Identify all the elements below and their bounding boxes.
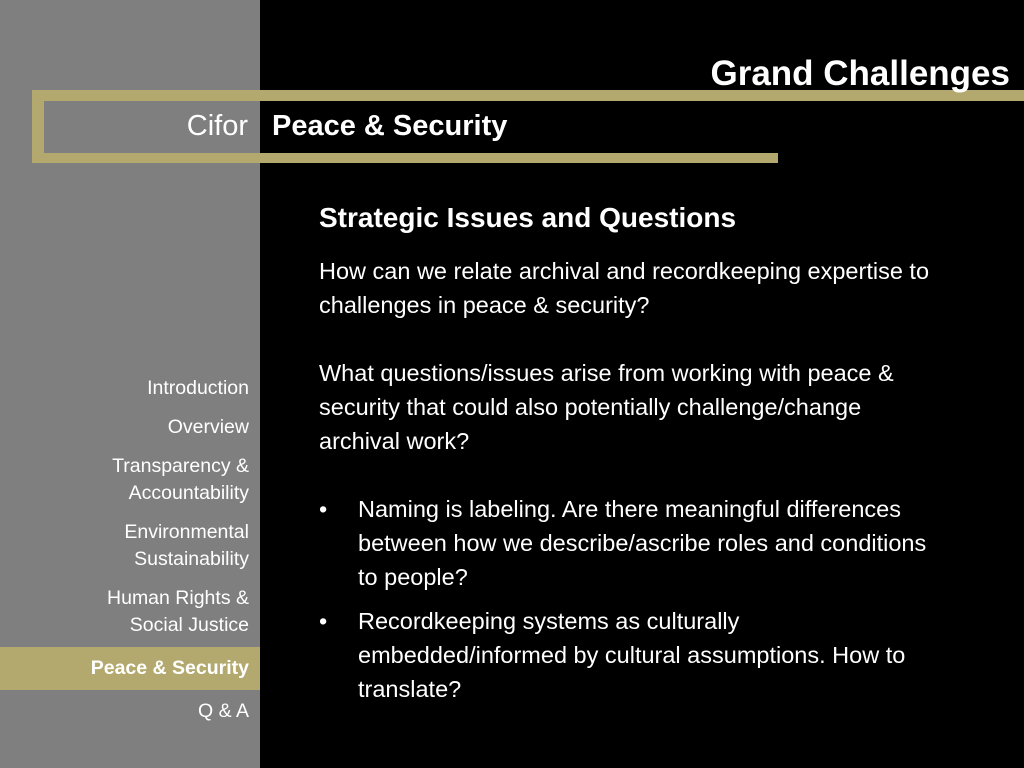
bullet-text: Naming is labeling. Are there meaningful differences between how we describe/ascribe roles and conditions to people? [358,496,927,590]
org-label: Cifor [186,110,248,142]
bullet-item [319,604,939,706]
accent-band-cut [778,153,1024,163]
nav-item-label: Social Justice [129,614,249,636]
slide-content [319,200,939,716]
nav-item-label: Sustainability [134,548,249,570]
nav-item-label: Environmental [124,521,249,543]
nav-item-label: Q & A [198,700,249,722]
nav-item-label: Introduction [147,377,249,399]
section-nav [0,370,260,731]
content-heading: Strategic Issues and Questions [319,202,737,233]
bullet-icon: • [319,608,328,634]
bullet-list [319,492,939,706]
nav-item-label: Peace & Security [90,657,249,679]
bullet-text: Recordkeeping systems as culturally embedded/informed by cultural assumptions. How to translate? [358,608,906,702]
bullet-icon: • [319,496,328,522]
nav-item-label: Human Rights & [107,587,249,609]
question-paragraph-1: How can we relate archival and recordkeeping expertise to challenges in peace & security? [319,258,930,318]
nav-item-introduction[interactable] [0,370,260,408]
nav-item-qa[interactable] [0,690,260,731]
nav-item-label: Transparency & [112,455,249,477]
nav-item-peace-security[interactable] [0,647,260,690]
slide-title: Grand Challenges [710,54,1010,93]
section-label: Peace & Security [272,110,508,142]
nav-item-environmental[interactable] [0,513,260,579]
question-paragraph-2: What questions/issues arise from working with peace & security that could also potentially challenge/change archival work? [319,360,894,454]
bullet-item [319,492,939,594]
nav-item-transparency[interactable] [0,447,260,513]
nav-item-label: Accountability [128,482,249,504]
nav-item-overview[interactable] [0,408,260,447]
nav-item-human-rights[interactable] [0,579,260,647]
nav-item-label: Overview [167,416,249,438]
